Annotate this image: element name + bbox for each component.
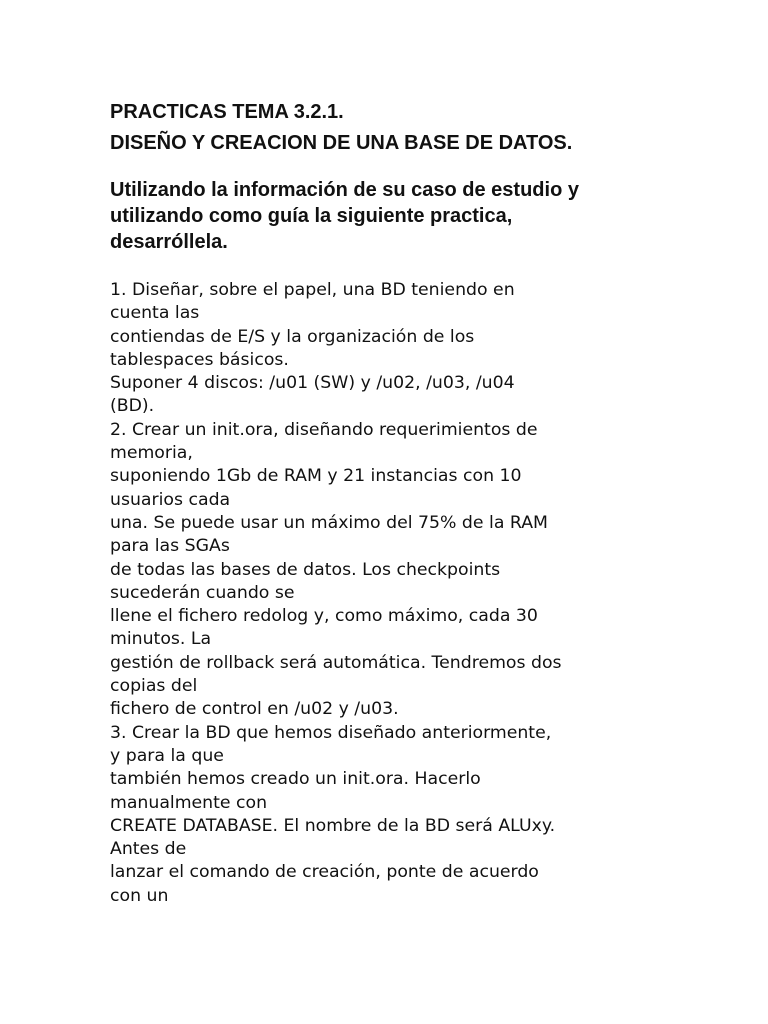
body-line: contiendas de E/S y la organización de los <box>110 326 475 347</box>
title-line: DISEÑO Y CREACION DE UNA BASE DE DATOS. <box>110 132 573 154</box>
body-line: memoria, <box>110 443 193 464</box>
instructions-text <box>110 279 670 908</box>
body-line: sucederán cuando se <box>110 582 295 603</box>
body-line: 3. Crear la BD que hemos diseñado anteriormente, <box>110 722 552 743</box>
body-line: (BD). <box>110 396 155 417</box>
intro-line: desarróllela. <box>110 231 228 253</box>
intro-line: Utilizando la información de su caso de estudio y <box>110 179 579 201</box>
body-line: con un <box>110 885 169 906</box>
body-line: de todas las bases de datos. Los checkpoints <box>110 559 501 580</box>
body-line: fichero de control en /u02 y /u03. <box>110 699 399 720</box>
body-line: lanzar el comando de creación, ponte de acuerdo <box>110 862 539 883</box>
title-line: PRACTICAS TEMA 3.2.1. <box>110 101 344 123</box>
body-line: 2. Crear un init.ora, diseñando requerimientos de <box>110 419 538 440</box>
body-line: CREATE DATABASE. El nombre de la BD será ALUxy. <box>110 815 556 836</box>
body-line: también hemos creado un init.ora. Hacerlo <box>110 769 481 790</box>
body-line: Antes de <box>110 839 187 860</box>
body-line: para las SGAs <box>110 536 230 557</box>
body-line: llene el fichero redolog y, como máximo, cada 30 <box>110 606 538 627</box>
body-line: Suponer 4 discos: /u01 (SW) y /u02, /u03, /u04 <box>110 373 515 394</box>
body-line: usuarios cada <box>110 489 231 510</box>
body-line: 1. Diseñar, sobre el papel, una BD teniendo en <box>110 280 515 300</box>
body-line: copias del <box>110 676 198 697</box>
body-line: gestión de rollback será automática. Tendremos dos <box>110 652 562 673</box>
body-line: minutos. La <box>110 629 212 650</box>
body-line: suponiendo 1Gb de RAM y 21 instancias con 10 <box>110 466 522 487</box>
body-line: tablespaces básicos. <box>110 349 289 370</box>
document-title <box>110 97 572 159</box>
body-line: cuenta las <box>110 303 200 324</box>
body-line: manualmente con <box>110 792 268 813</box>
body-line: y para la que <box>110 745 224 766</box>
intro-line: utilizando como guía la siguiente practica, <box>110 205 513 227</box>
body-line: una. Se puede usar un máximo del 75% de la RAM <box>110 512 548 533</box>
intro-paragraph <box>110 177 670 255</box>
